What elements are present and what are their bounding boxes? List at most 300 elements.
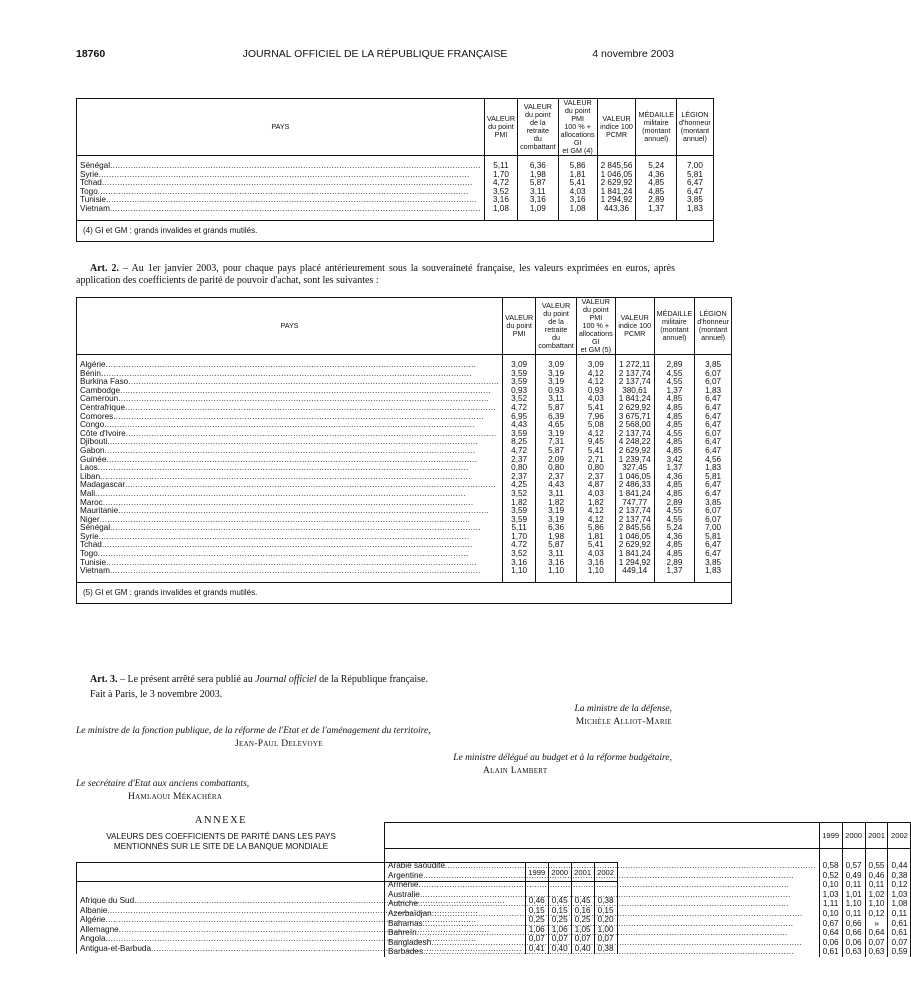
col-pays: PAYS xyxy=(77,99,485,156)
value-cell: 6,47 xyxy=(686,178,703,188)
value-cell: 2 845,56 xyxy=(597,162,636,171)
country-name: Angola ..... xyxy=(77,934,526,944)
value-cell: 5,41 xyxy=(576,447,615,456)
country-name: Sénégal ..... xyxy=(77,524,503,533)
value-cell: 2,89 xyxy=(654,361,695,370)
table-2 xyxy=(76,297,732,604)
value-cell: 5,41 xyxy=(576,404,615,413)
country-name: Arabie saoudite ..... xyxy=(385,861,820,871)
value-cell: 6,07 xyxy=(705,514,722,524)
value-cell: 3,09 xyxy=(536,361,577,370)
value-cell: 1,09 xyxy=(518,205,559,214)
col-medaille: MÉDAILLE militaire (montant annuel) xyxy=(654,298,695,355)
sig-fonction-title: Le ministre de la fonction publique, de la réforme de l'Etat et de l'aménagement du territoire, xyxy=(76,726,431,736)
value-cell: 1,83 xyxy=(686,203,703,213)
annexe-table-right xyxy=(384,822,911,957)
value-cell: 3,19 xyxy=(536,507,577,516)
value-cell: 5,81 xyxy=(686,169,703,179)
value-cell: 0,12 xyxy=(865,909,888,919)
value-cell: 6,47 xyxy=(705,540,722,550)
value-cell: 4,85 xyxy=(636,188,677,197)
value-cell: 4,43 xyxy=(536,481,577,490)
value-cell: 3,52 xyxy=(503,550,536,559)
value-cell: 4,55 xyxy=(654,516,695,525)
value-cell: 1,98 xyxy=(536,533,577,542)
year-2000: 2000 xyxy=(842,823,865,849)
value-cell: 0,46 xyxy=(865,871,888,881)
value-cell: 5,08 xyxy=(576,421,615,430)
value-cell: 6,47 xyxy=(686,186,703,196)
value-cell: 4,85 xyxy=(636,179,677,188)
value-cell: 4,03 xyxy=(576,550,615,559)
year-1999: 1999 xyxy=(525,863,548,882)
value-cell: 5,81 xyxy=(705,531,722,541)
table-1-footnote: (4) GI et GM : grands invalides et grands mutilés. xyxy=(77,220,714,242)
value-cell: 7,00 xyxy=(705,523,722,533)
value-cell: 0,07 xyxy=(597,934,614,944)
value-cell: 5,81 xyxy=(705,471,722,481)
table-row xyxy=(385,938,911,948)
country-name: Sénégal ..... xyxy=(77,162,485,171)
value-cell: 1,01 xyxy=(842,890,865,900)
value-cell: 5,87 xyxy=(536,447,577,456)
value-cell: 4,85 xyxy=(654,404,695,413)
value-cell: 3,85 xyxy=(705,360,722,369)
value-cell: 4,87 xyxy=(576,481,615,490)
value-cell: 6,07 xyxy=(705,377,722,387)
value-cell: 4,12 xyxy=(576,370,615,379)
value-cell: 1 294,92 xyxy=(615,559,654,568)
value-cell: 4,55 xyxy=(654,430,695,439)
value-cell: 0,80 xyxy=(576,464,615,473)
country-name: Barbades ..... xyxy=(385,947,820,957)
value-cell: 0,15 xyxy=(597,905,614,915)
value-cell: 1,06 xyxy=(525,925,548,935)
value-cell: 1,02 xyxy=(865,890,888,900)
value-cell: 5,86 xyxy=(576,524,615,533)
value-cell: 0,61 xyxy=(891,918,908,928)
value-cell: 1 046,05 xyxy=(615,473,654,482)
value-cell: 1,83 xyxy=(705,385,722,395)
value-cell: 3,59 xyxy=(503,516,536,525)
issue-date: 4 novembre 2003 xyxy=(592,48,674,60)
value-cell: 0,10 xyxy=(819,880,842,890)
country-name: Vietnam ..... xyxy=(77,567,503,576)
value-cell: 3,19 xyxy=(536,430,577,439)
sig-budget-name: Alain Lambert xyxy=(483,766,548,776)
value-cell: 2 137,74 xyxy=(615,430,654,439)
value-cell: 0,07 xyxy=(865,938,888,948)
value-cell: 0,66 xyxy=(842,919,865,929)
value-cell: 7,96 xyxy=(576,413,615,422)
value-cell: 1,83 xyxy=(705,463,722,473)
value-cell: 2,71 xyxy=(576,456,615,465)
value-cell: 0,10 xyxy=(819,909,842,919)
value-cell: 0,64 xyxy=(819,928,842,938)
col-indice: VALEUR indice 100 PCMR xyxy=(615,298,654,355)
value-cell: 0,80 xyxy=(503,464,536,473)
value-cell: 4,72 xyxy=(484,179,517,188)
table-2-footnote: (5) GI et GM : grands invalides et grands mutilés. xyxy=(77,582,732,604)
value-cell: 4,85 xyxy=(654,447,695,456)
value-cell: 0,11 xyxy=(842,880,865,890)
value-cell: 1,08 xyxy=(484,205,517,214)
value-cell: » xyxy=(865,919,888,929)
value-cell: 3 675,71 xyxy=(615,413,654,422)
value-cell: 449,14 xyxy=(615,567,654,576)
value-cell: 747,77 xyxy=(615,499,654,508)
value-cell: 4,85 xyxy=(654,550,695,559)
value-cell: 2 137,74 xyxy=(615,370,654,379)
country-name: Tchad ..... xyxy=(77,179,485,188)
value-cell: 4,85 xyxy=(654,481,695,490)
country-name: Côte d'Ivoire ..... xyxy=(77,430,503,439)
value-cell: 1,10 xyxy=(865,899,888,909)
value-cell: 3,85 xyxy=(705,497,722,507)
value-cell: 0,11 xyxy=(865,880,888,890)
table-row xyxy=(385,909,911,919)
col-valeur-pmi: VALEUR du point PMI xyxy=(484,99,517,156)
value-cell: 0,61 xyxy=(819,947,842,957)
value-cell: 2,89 xyxy=(654,559,695,568)
value-cell: 0,25 xyxy=(571,915,594,925)
table-1 xyxy=(76,98,714,242)
annexe-title: ANNEXE xyxy=(194,815,248,826)
value-cell: 4,72 xyxy=(503,404,536,413)
value-cell: 0,45 xyxy=(571,896,594,906)
country-name: Syrie ..... xyxy=(77,171,485,180)
value-cell: 2,37 xyxy=(503,473,536,482)
value-cell: 3,52 xyxy=(503,395,536,404)
value-cell: 0,25 xyxy=(525,915,548,925)
value-cell: 6,07 xyxy=(705,368,722,378)
value-cell: 2,37 xyxy=(576,473,615,482)
value-cell: 4,85 xyxy=(654,490,695,499)
value-cell: 0,55 xyxy=(865,861,888,871)
value-cell: 4 248,22 xyxy=(615,438,654,447)
col-indice: VALEUR indice 100 PCMR xyxy=(597,99,636,156)
value-cell: 3,11 xyxy=(536,550,577,559)
value-cell: 1,03 xyxy=(819,890,842,900)
value-cell: 3,42 xyxy=(654,456,695,465)
value-cell: 0,49 xyxy=(842,871,865,881)
sig-fonction-name: Jean-Paul Delevoye xyxy=(235,739,323,749)
sig-defense-title: La ministre de la défense, xyxy=(574,704,672,714)
value-cell: 0,38 xyxy=(597,896,614,905)
value-cell: 0,38 xyxy=(597,943,614,953)
country-name: Argentine ..... xyxy=(385,871,820,881)
value-cell: 1,37 xyxy=(654,387,695,396)
value-cell: 4,36 xyxy=(654,533,695,542)
value-cell: 0,66 xyxy=(842,928,865,938)
journal-title: JOURNAL OFFICIEL DE LA RÉPUBLIQUE FRANÇAISE xyxy=(242,48,508,60)
value-cell: 5,87 xyxy=(536,404,577,413)
value-cell: 7,00 xyxy=(686,161,703,170)
page-number: 18760 xyxy=(76,48,106,60)
value-cell: 4,12 xyxy=(576,430,615,439)
value-cell: 5,41 xyxy=(576,541,615,550)
col-valeur-retraite: VALEUR du point de la retraite du combattant xyxy=(536,298,577,355)
col-legion: LÉGION d'honneur (montant annuel) xyxy=(695,298,732,355)
value-cell: 3,59 xyxy=(503,370,536,379)
value-cell: 0,11 xyxy=(891,908,908,918)
country-name: Madagascar ..... xyxy=(77,481,503,490)
value-cell: 0,40 xyxy=(548,944,571,954)
value-cell: 0,07 xyxy=(571,934,594,944)
col-valeur-pmi-allocations: VALEUR du point PMI 100 % + allocations GI et GM (4) xyxy=(558,99,597,156)
value-cell: 5,24 xyxy=(636,162,677,171)
value-cell: 2 629,92 xyxy=(615,404,654,413)
value-cell: 2 568,00 xyxy=(615,421,654,430)
value-cell: 4,25 xyxy=(503,481,536,490)
value-cell: 4,12 xyxy=(576,516,615,525)
country-name: Mauritanie ..... xyxy=(77,507,503,516)
value-cell: 0,41 xyxy=(525,944,548,954)
country-name: Liban ..... xyxy=(77,473,503,482)
country-name: Gabon ..... xyxy=(77,447,503,456)
value-cell: 4,85 xyxy=(654,395,695,404)
year-2000: 2000 xyxy=(548,863,571,882)
value-cell: 4,12 xyxy=(576,378,615,387)
value-cell: 6,47 xyxy=(705,411,722,421)
value-cell: 0,45 xyxy=(548,896,571,906)
value-cell: 1 841,24 xyxy=(615,490,654,499)
value-cell: 0,07 xyxy=(548,934,571,944)
value-cell: 3,52 xyxy=(484,188,517,197)
value-cell: 3,16 xyxy=(536,559,577,568)
value-cell: 0,07 xyxy=(891,937,908,947)
value-cell: 1,00 xyxy=(597,924,614,934)
value-cell: 0,80 xyxy=(536,464,577,473)
table-row xyxy=(385,871,911,881)
value-cell: 3,59 xyxy=(503,430,536,439)
value-cell: 1,37 xyxy=(654,464,695,473)
country-name: Tunisie ..... xyxy=(77,559,503,568)
value-cell: 1 294,92 xyxy=(597,196,636,205)
col-valeur-pmi: VALEUR du point PMI xyxy=(503,298,536,355)
value-cell: 327,45 xyxy=(615,464,654,473)
year-2001: 2001 xyxy=(865,823,888,849)
value-cell: 0,25 xyxy=(548,915,571,925)
value-cell: 1 841,24 xyxy=(615,395,654,404)
value-cell: 1,10 xyxy=(503,567,536,576)
country-name: Allemagne ..... xyxy=(77,925,526,935)
value-cell: 1,10 xyxy=(842,899,865,909)
value-cell: 1,06 xyxy=(548,925,571,935)
value-cell: 1,10 xyxy=(576,567,615,576)
value-cell: 4,03 xyxy=(576,490,615,499)
value-cell: 6,47 xyxy=(705,394,722,404)
value-cell: 0,20 xyxy=(597,915,614,925)
value-cell: 1,70 xyxy=(503,533,536,542)
page-header xyxy=(76,48,674,64)
value-cell: 6,95 xyxy=(503,413,536,422)
fait-a-paris: Fait à Paris, le 3 novembre 2003. xyxy=(90,689,223,700)
value-cell: 4,65 xyxy=(536,421,577,430)
value-cell: 2 137,74 xyxy=(615,516,654,525)
value-cell: 2 845,56 xyxy=(615,524,654,533)
country-name: Cameroun ..... xyxy=(77,395,503,404)
value-cell: 4,72 xyxy=(503,447,536,456)
value-cell: 2 137,74 xyxy=(615,507,654,516)
value-cell: 0,93 xyxy=(536,387,577,396)
value-cell: 3,19 xyxy=(536,516,577,525)
country-name: Azerbaïdjan ..... xyxy=(385,909,820,919)
year-1999: 1999 xyxy=(819,823,842,849)
value-cell: 6,39 xyxy=(536,413,577,422)
value-cell: 4,85 xyxy=(654,421,695,430)
value-cell: 0,57 xyxy=(842,861,865,871)
value-cell: 4,03 xyxy=(558,188,597,197)
value-cell: 6,47 xyxy=(705,488,722,498)
table-row xyxy=(385,919,911,929)
country-name: Centrafrique ..... xyxy=(77,404,503,413)
value-cell: 5,41 xyxy=(558,179,597,188)
country-name: Guinée ..... xyxy=(77,456,503,465)
col-legion: LÉGION d'honneur (montant annuel) xyxy=(677,99,714,156)
value-cell: 5,87 xyxy=(518,179,559,188)
value-cell: 3,09 xyxy=(576,361,615,370)
annexe-subtitle: VALEURS DES COEFFICIENTS DE PARITÉ DANS LES PAYS MENTIONNÉS SUR LE SITE DE LA BANQUE MONDIALE xyxy=(106,832,336,851)
country-name: Togo ..... xyxy=(77,188,485,197)
country-name: Togo ..... xyxy=(77,550,503,559)
country-name: Algérie ..... xyxy=(77,361,503,370)
table-row xyxy=(385,947,911,957)
country-name: Algérie ..... xyxy=(77,915,526,925)
value-cell: 5,86 xyxy=(558,162,597,171)
value-cell: 2,89 xyxy=(636,196,677,205)
value-cell: 2,89 xyxy=(654,499,695,508)
country-name: Antigua-et-Barbuda ..... xyxy=(77,944,526,954)
value-cell: 1,82 xyxy=(576,499,615,508)
value-cell: 3,16 xyxy=(484,196,517,205)
value-cell: 0,06 xyxy=(842,938,865,948)
value-cell: 1 841,24 xyxy=(615,550,654,559)
value-cell: 6,36 xyxy=(536,524,577,533)
col-pays: PAYS xyxy=(77,298,503,355)
article-3: Art. 3. – Le présent arrêté sera publié au Journal officiel de la République française. xyxy=(90,674,428,685)
sig-secretaire-title: Le secrétaire d'Etat aux anciens combattants, xyxy=(76,779,250,789)
value-cell: 443,36 xyxy=(597,205,636,214)
table-row xyxy=(385,890,911,900)
country-name: Albanie ..... xyxy=(77,906,526,916)
country-name: Afrique du Sud ..... xyxy=(77,896,526,906)
value-cell: 1,08 xyxy=(891,899,908,909)
country-name: Vietnam ..... xyxy=(77,205,485,214)
value-cell: 5,87 xyxy=(536,541,577,550)
value-cell: 2 486,33 xyxy=(615,481,654,490)
article-2-text: – Au 1er janvier 2003, pour chaque pays placé antérieurement sous la souveraineté française, les valeurs exprimées en euros, après application des coefficients de parité de pouvoir d'achat, sont les suivantes : xyxy=(76,263,675,286)
value-cell: 6,36 xyxy=(518,162,559,171)
value-cell: 3,16 xyxy=(576,559,615,568)
value-cell: 2 629,92 xyxy=(615,447,654,456)
value-cell: 4,72 xyxy=(503,541,536,550)
value-cell: 0,67 xyxy=(819,919,842,929)
value-cell: 4,43 xyxy=(503,421,536,430)
country-name: Bénin ..... xyxy=(77,370,503,379)
value-cell: 0,15 xyxy=(525,906,548,916)
value-cell: 5,11 xyxy=(484,162,517,171)
value-cell: 6,47 xyxy=(705,402,722,412)
country-name: Australie ..... xyxy=(385,890,820,900)
value-cell: 1,37 xyxy=(654,567,695,576)
value-cell: 0,58 xyxy=(819,861,842,871)
country-name: Syrie ..... xyxy=(77,533,503,542)
country-name: Niger ..... xyxy=(77,516,503,525)
value-cell: 0,59 xyxy=(891,947,908,957)
value-cell: 0,44 xyxy=(891,861,908,870)
value-cell: 6,47 xyxy=(705,549,722,559)
value-cell: 0,93 xyxy=(576,387,615,396)
country-name: Bahreïn ..... xyxy=(385,928,820,938)
table-row xyxy=(385,861,911,871)
table-row xyxy=(385,880,911,890)
country-name: Maroc ..... xyxy=(77,499,503,508)
value-cell: 5,11 xyxy=(503,524,536,533)
value-cell: 1,08 xyxy=(558,205,597,214)
value-cell: 4,55 xyxy=(654,507,695,516)
col-valeur-pmi-allocations: VALEUR du point PMI 100 % + allocations GI et GM (5) xyxy=(576,298,615,355)
value-cell: 3,19 xyxy=(536,378,577,387)
value-cell: 6,47 xyxy=(705,420,722,430)
value-cell: 3,16 xyxy=(558,196,597,205)
value-cell: 1,81 xyxy=(576,533,615,542)
value-cell: 1,05 xyxy=(571,925,594,935)
value-cell: 6,47 xyxy=(705,445,722,455)
value-cell: 0,15 xyxy=(548,906,571,916)
value-cell: 4,56 xyxy=(705,454,722,464)
value-cell: 3,16 xyxy=(518,196,559,205)
value-cell: 0,11 xyxy=(842,909,865,919)
sig-secretaire-name: Hamlaoui Mékachéra xyxy=(128,792,223,802)
value-cell: 3,11 xyxy=(518,188,559,197)
value-cell: 1,82 xyxy=(503,499,536,508)
value-cell: 1,11 xyxy=(819,899,842,909)
value-cell: 0,61 xyxy=(891,928,908,938)
value-cell: 6,07 xyxy=(705,428,722,438)
value-cell: 0,06 xyxy=(819,938,842,948)
value-cell: 6,47 xyxy=(705,437,722,447)
country-name: Tunisie ..... xyxy=(77,196,485,205)
value-cell: 1 239,74 xyxy=(615,456,654,465)
value-cell: 0,40 xyxy=(571,944,594,954)
value-cell: 3,59 xyxy=(503,507,536,516)
value-cell: 2 629,92 xyxy=(615,541,654,550)
value-cell: 1 046,05 xyxy=(615,533,654,542)
country-name: Bahamas ..... xyxy=(385,919,820,929)
value-cell: 3,11 xyxy=(536,490,577,499)
value-cell: 1,03 xyxy=(891,889,908,899)
col-valeur-retraite: VALEUR du point de la retraite du combattant xyxy=(518,99,559,156)
value-cell: 0,64 xyxy=(865,928,888,938)
value-cell: 6,47 xyxy=(705,480,722,490)
value-cell: 1,37 xyxy=(636,205,677,214)
value-cell: 2 629,92 xyxy=(597,179,636,188)
value-cell: 5,24 xyxy=(654,524,695,533)
year-2002: 2002 xyxy=(888,823,911,849)
country-name: Burkina Faso ..... xyxy=(77,378,503,387)
country-name: Laos ..... xyxy=(77,464,503,473)
value-cell: 2 137,74 xyxy=(615,378,654,387)
value-cell: 3,16 xyxy=(503,559,536,568)
table-row xyxy=(77,567,732,576)
year-2001: 2001 xyxy=(571,863,594,882)
value-cell: 1,10 xyxy=(536,567,577,576)
country-name: Congo ..... xyxy=(77,421,503,430)
value-cell: 8,25 xyxy=(503,438,536,447)
country-name: Mali ..... xyxy=(77,490,503,499)
table-row xyxy=(385,928,911,938)
